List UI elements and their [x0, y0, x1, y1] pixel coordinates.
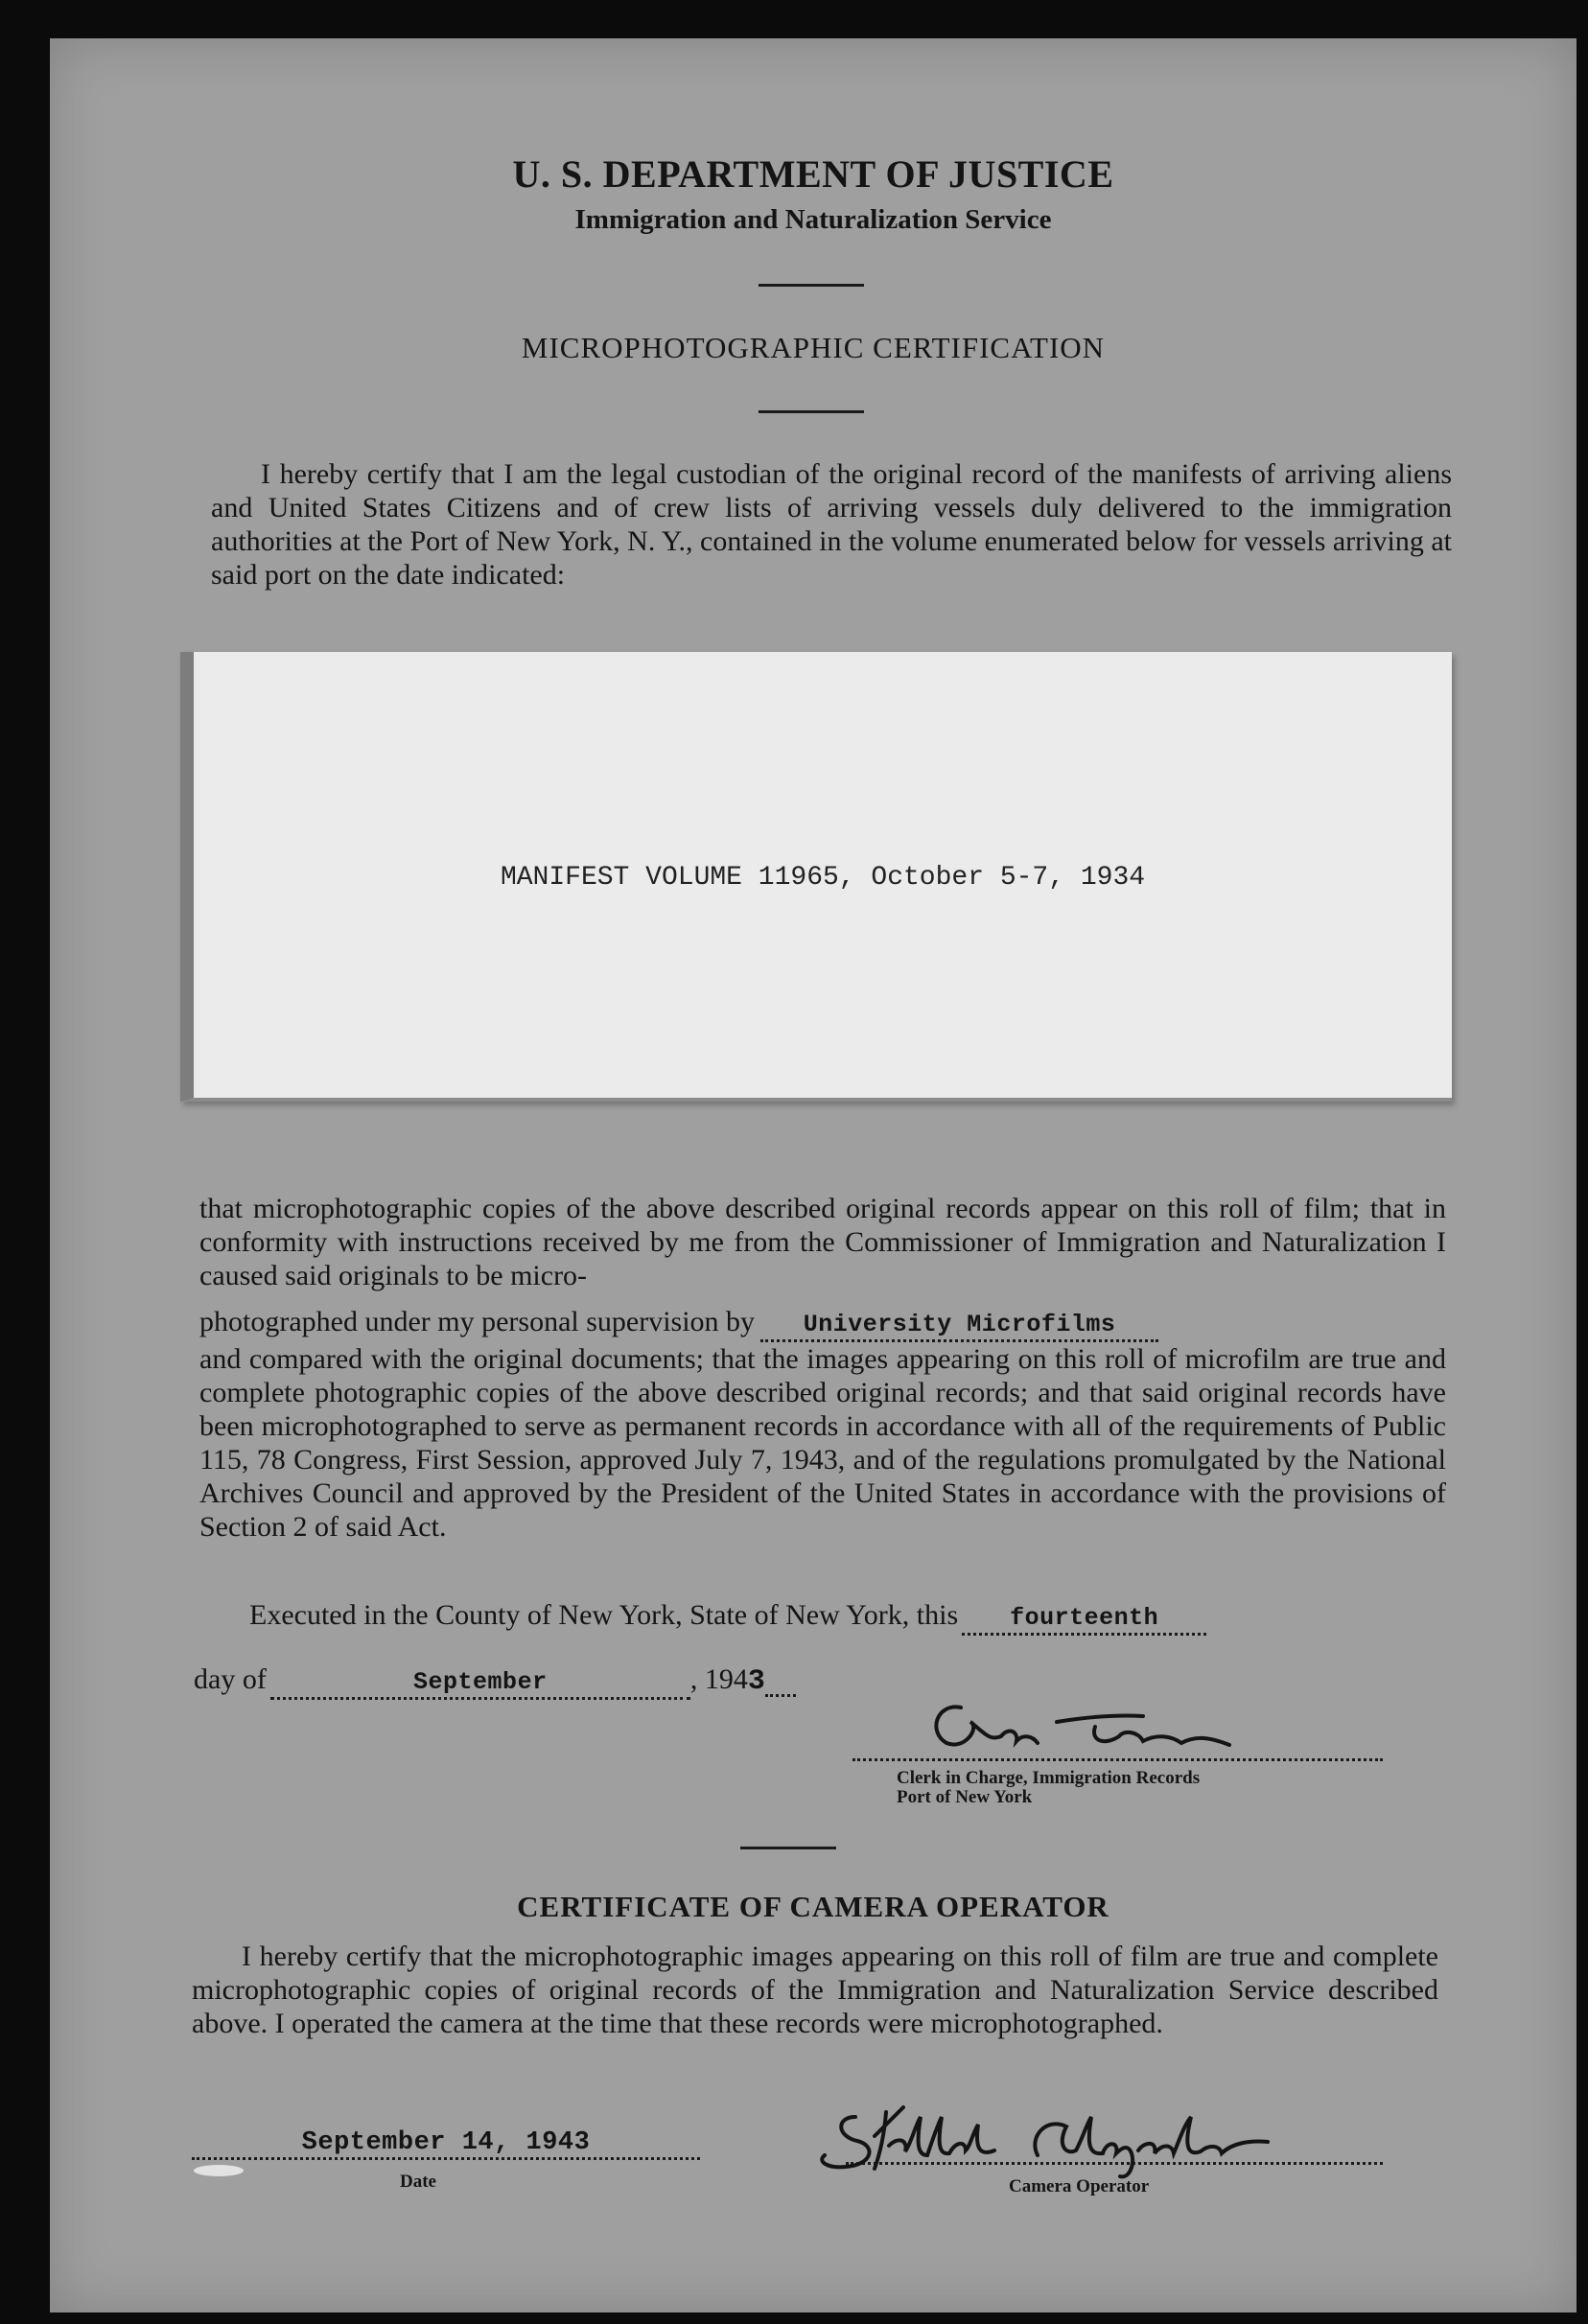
film-blemish — [194, 2165, 244, 2176]
day-written-field: fourteenth — [962, 1604, 1206, 1636]
year-digit: 3 — [747, 1665, 766, 1698]
clerk-title-line1: Clerk in Charge, Immigration Records — [897, 1768, 1201, 1788]
certification-title: MICROPHOTOGRAPHIC CERTIFICATION — [521, 331, 1106, 364]
supervision-prefix: photographed under my personal supervision by — [199, 1306, 756, 1337]
clerk-title-line2: Port of New York — [897, 1787, 1033, 1807]
manifest-card — [180, 652, 1452, 1102]
executed-prefix: Executed in the County of New York, State of New York, this — [249, 1599, 959, 1631]
year-prefix: , 194 — [689, 1663, 748, 1695]
camera-operator-label: Camera Operator — [1009, 2176, 1150, 2196]
document-sheet — [50, 38, 1576, 2312]
divider-rule — [759, 410, 864, 413]
executed-line — [249, 1599, 1206, 1636]
operator-signature — [798, 2098, 1392, 2184]
day-of-line — [194, 1663, 796, 1700]
manifest-volume-text: MANIFEST VOLUME 11965, October 5-7, 1934 — [500, 863, 1146, 893]
month-field: September — [270, 1668, 690, 1700]
operator-date-value: September 14, 1943 — [301, 2128, 591, 2157]
clerk-signature — [913, 1693, 1258, 1770]
divider-rule — [759, 284, 864, 287]
service-subheading: Immigration and Naturalization Service — [574, 204, 1052, 235]
year-dots — [765, 1665, 796, 1697]
operator-paragraph: I hereby certify that the microphotographic images appearing on this roll of film are true and complete microphotographic copies of original records of the Immigration and Naturalization Service described above. I operated the camera at the time that these records were microphotographed. — [192, 1941, 1438, 2039]
department-heading: U. S. DEPARTMENT OF JUSTICE — [512, 152, 1114, 196]
intro-paragraph: I hereby certify that I am the legal custodian of the original record of the manifests of arriving aliens and United States Citizens and of crew lists of arriving vessels duly delivered to the immigration authorities at the Port of New York, N. Y., contained in the volume enumerated below for vessels arriving at said port on the date indicated: — [211, 458, 1452, 591]
body-paragraph-part1: that microphotographic copies of the above described original records appear on this roll of film; that in conformity with instructions received by me from the Commissioner of Immigration and Naturalization I caused said originals to be micro- — [199, 1193, 1446, 1291]
operator-date-field — [192, 2128, 700, 2160]
operator-section-title: CERTIFICATE OF CAMERA OPERATOR — [517, 1890, 1109, 1923]
body-paragraph-part2: and compared with the original documents; that the images appearing on this roll of microfilm are true and complete photographic copies of the above described original records; and that said original records have been microphotographed to serve as permanent records in accordance with all of the requirements of Public 115, 78 Congress, First Session, approved July 7, 1943, and of the regulations promulgated by the National Archives Council and approved by the President of the United States in accordance with the provisions of Section 2 of said Act. — [199, 1343, 1446, 1543]
supervision-line — [199, 1306, 1446, 1342]
supervisor-field: University Microfilms — [760, 1311, 1158, 1342]
divider-rule — [740, 1847, 836, 1849]
operator-date-label: Date — [400, 2172, 436, 2192]
day-of-label: day of — [194, 1663, 267, 1695]
